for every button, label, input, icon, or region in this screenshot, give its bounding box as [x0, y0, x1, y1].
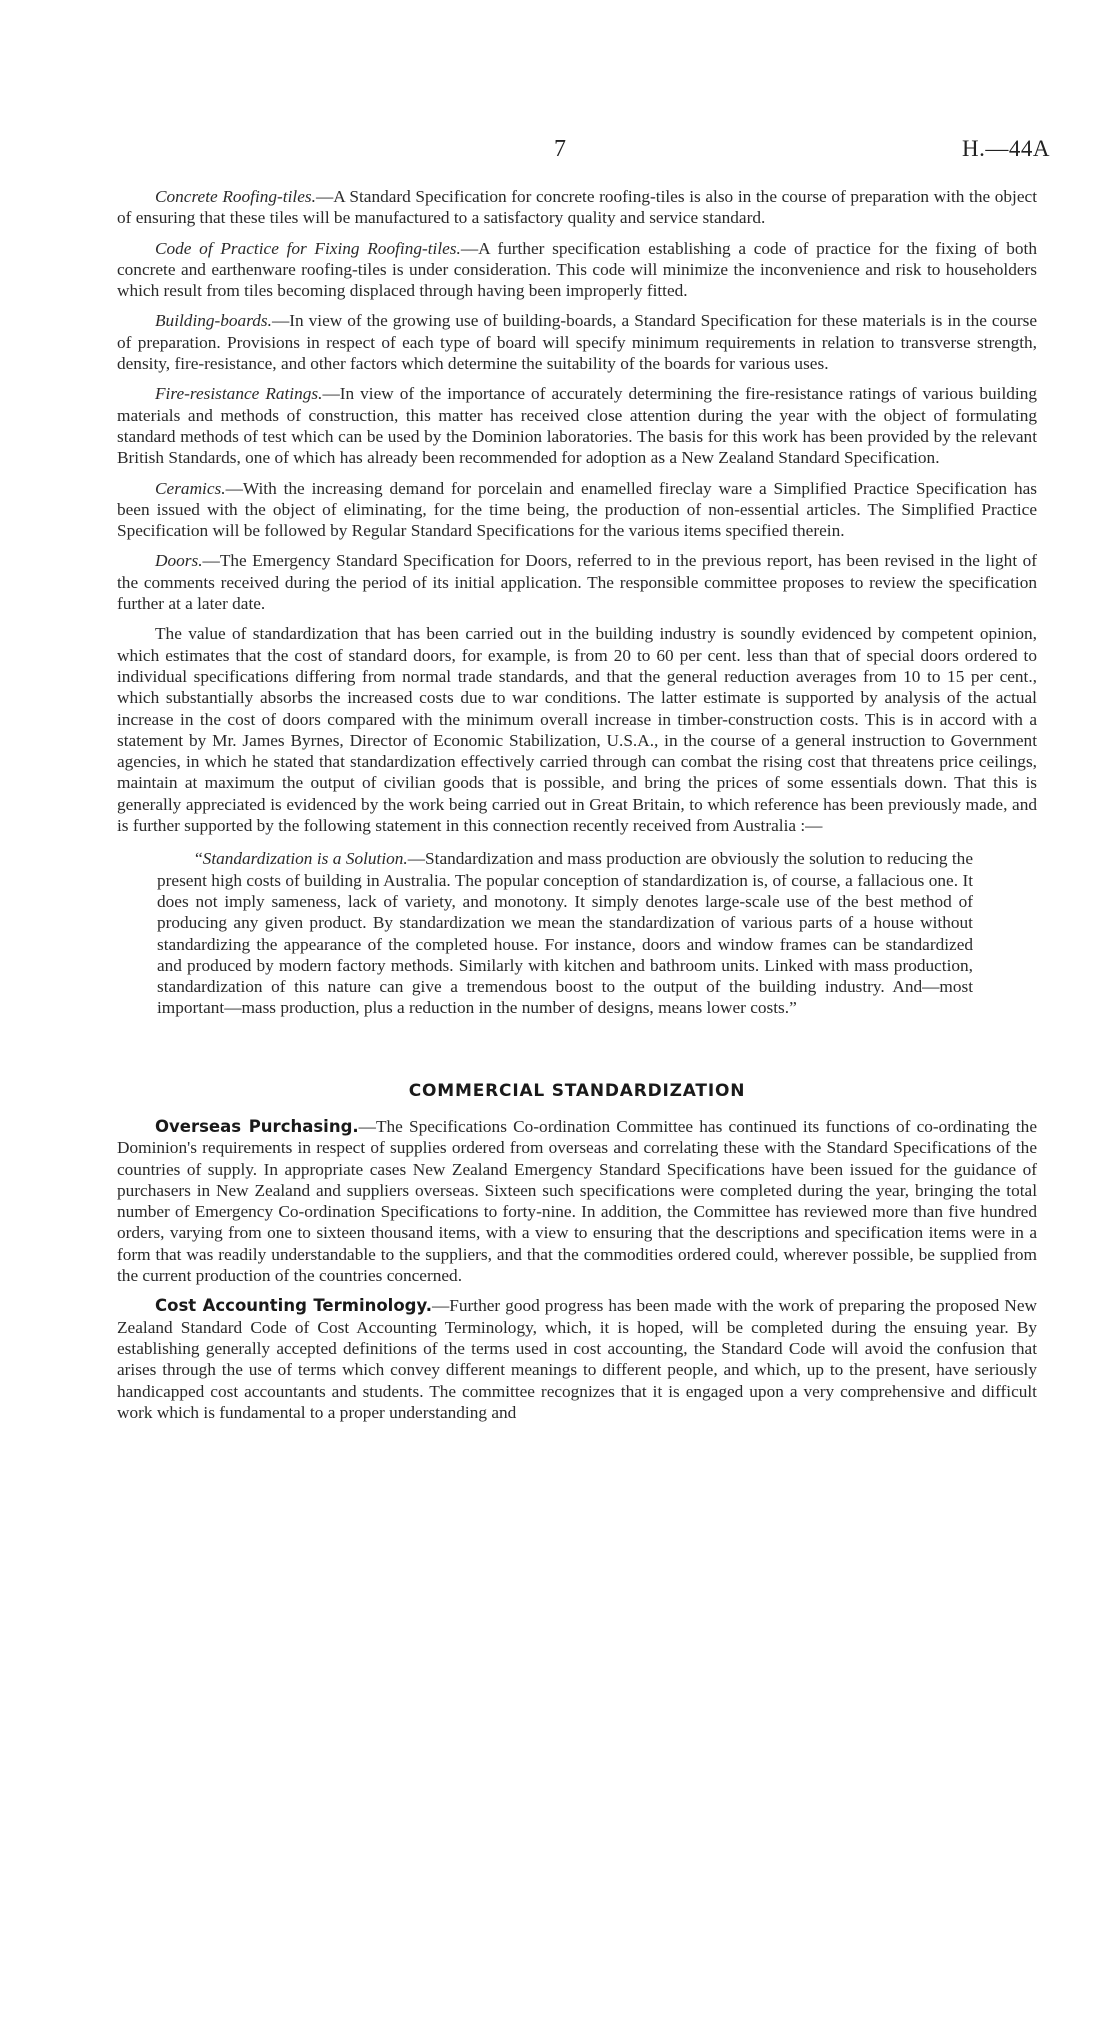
paragraph-text: —Further good progress has been made with the work of preparing the proposed New Zealand Standard Code of Cost Accounting Terminology, which, it is hoped, will be completed during the ensuing year. By establishing generally accepted definitions of the terms used in cost accounting, the Standard Code will avoid the confusion that arises through the use of terms which convey different meanings to different people, and which, up to the present, have seriously handicapped cost accountants and students. The committee recognizes that it is engaged upon a very comprehensive and difficult work which is fundamental to a proper understanding and	[117, 1296, 1037, 1422]
paragraph-text: —In view of the importance of accurately determining the fire-resistance ratings of various building materials and methods of construction, this matter has received close attention during the year with the object of formulating standard methods of test which can be used by the Dominion laboratories. The basis for this work has been provided by the relevant British Standards, one of which has already been recommended for adoption as a New Zealand Standard Specification.	[117, 384, 1037, 468]
paragraph-text: —A further specification establishing a code of practice for the fixing of both concrete and earthenware roofing-tiles is under consideration. This code will minimize the inconvenience and risk to householders which result from tiles becoming displaced through having been improperly fitted.	[117, 238, 1037, 301]
paragraph-text: —A Standard Specification for concrete roofing-tiles is also in the course of preparation with the object of ensuring that these tiles will be manufactured to a satisfactory quality and service standard.	[117, 187, 1037, 228]
paragraph-lead: Fire-resistance Ratings.	[155, 384, 323, 404]
quote-paragraph	[157, 848, 973, 1018]
document-body	[117, 186, 1037, 1432]
paragraph-building-boards	[117, 310, 1037, 374]
paragraph-lead: Cost Accounting Terminology.	[155, 1296, 432, 1316]
paragraph-text: —With the increasing demand for porcelain and enamelled fireclay ware a Simplified Practice Specification has been issued with the object of eliminating, for the time being, the production of non-essential articles. The Simplified Practice Specification will be followed by Regular Standard Specifications for the various items specified therein.	[117, 478, 1037, 541]
paragraph-overseas-purchasing	[117, 1116, 1037, 1286]
section-title: COMMERCIAL STANDARDIZATION	[408, 1080, 746, 1101]
paragraph-value-of-standardization	[117, 623, 1037, 836]
page-number: 7	[554, 136, 566, 162]
quote-open-mark: “	[195, 849, 203, 869]
paragraph-ceramics	[117, 478, 1037, 542]
paragraph-text: —The Emergency Standard Specification for Doors, referred to in the previous report, has been revised in the light of the comments received during the period of its initial application. The responsible committee proposes to review the specification further at a later date.	[117, 551, 1037, 614]
australia-quote	[157, 848, 973, 1018]
paragraph-text: The value of standardization that has been carried out in the building industry is soundly evidenced by competent opinion, which estimates that the cost of standard doors, for example, is from 20 to 60 per cent. less than that of special doors ordered to individual specifications differing from normal trade standards, and that the general reduction averages from 10 to 15 per cent., which substantially absorbs the increased costs due to war conditions. The latter estimate is supported by analysis of the actual increase in the cost of doors compared with the minimum overall increase in timber-construction costs. This is in accord with a statement by Mr. James Byrnes, Director of Economic Stabilization, U.S.A., in the course of a general instruction to Government agencies, in which he stated that standardization effectively carried through can combat the rising cost that threatens price ceilings, maintain at maximum the output of civilian goods that is possible, and bring the prices of some essentials down. That this is generally appreciated is evidenced by the work being carried out in Great Britain, to which reference has been previously made, and is further supported by the following statement in this connection recently received from Australia :—	[117, 624, 1037, 836]
paragraph-concrete-roofing-tiles	[117, 186, 1037, 229]
paragraph-cost-accounting	[117, 1295, 1037, 1423]
paragraph-text: —In view of the growing use of building-boards, a Standard Specification for these materials is in the course of preparation. Provisions in respect of each type of board will specify minimum requirements in relation to transverse strength, density, fire-resistance, and other factors which determine the suitability of the boards for various uses.	[117, 311, 1037, 374]
paragraph-lead: Doors.	[155, 551, 203, 571]
paragraph-code-of-practice	[117, 238, 1037, 302]
paragraph-lead: Code of Practice for Fixing Roofing-tiles.	[155, 238, 461, 258]
paragraph-lead: Ceramics.	[155, 478, 226, 498]
document-reference: H.—44A	[962, 136, 1050, 161]
paragraph-lead: Building-boards.	[155, 311, 272, 331]
paragraph-lead: Overseas Purchasing.	[155, 1116, 359, 1136]
quote-lead: Standardization is a Solution.	[202, 849, 408, 869]
paragraph-doors	[117, 550, 1037, 614]
paragraph-fire-resistance	[117, 383, 1037, 468]
paragraph-text: —The Specifications Co-ordination Committee has continued its functions of co-ordinating the Dominion's requirements in respect of supplies ordered from overseas and correlating these with the Standard Specifications of the countries of supply. In appropriate cases New Zealand Emergency Standard Specifications have been issued for the guidance of purchasers in New Zealand and suppliers overseas. Sixteen such specifications were completed during the year, bringing the total number of Emergency Co-ordination Specifications to forty-nine. In addition, the Committee has reviewed more than five hundred orders, varying from one to sixteen thousand items, with a view to ensuring that the descriptions and specification items were in a form that was readily understandable to the suppliers, and that the commodities ordered could, wherever possible, be supplied from the current production of the countries concerned.	[117, 1116, 1037, 1286]
paragraph-lead: Concrete Roofing-tiles.	[155, 187, 316, 206]
quote-text: —Standardization and mass production are obviously the solution to reducing the present high costs of building in Australia. The popular conception of standardization is, of course, a fallacious one. It does not imply sameness, lack of variety, and monotony. It simply denotes large-scale use of the best method of producing any given product. By standardization we mean the standardization of various parts of a house without standardizing the appearance of the completed house. For instance, doors and window frames can be standardized and produced by modern factory methods. Similarly with kitchen and bathroom units. Linked with mass production, standardization of this nature can give a tremendous boost to the output of the building industry. And—most important—mass production, plus a reduction in the number of designs, means lower costs.”	[157, 849, 973, 1018]
